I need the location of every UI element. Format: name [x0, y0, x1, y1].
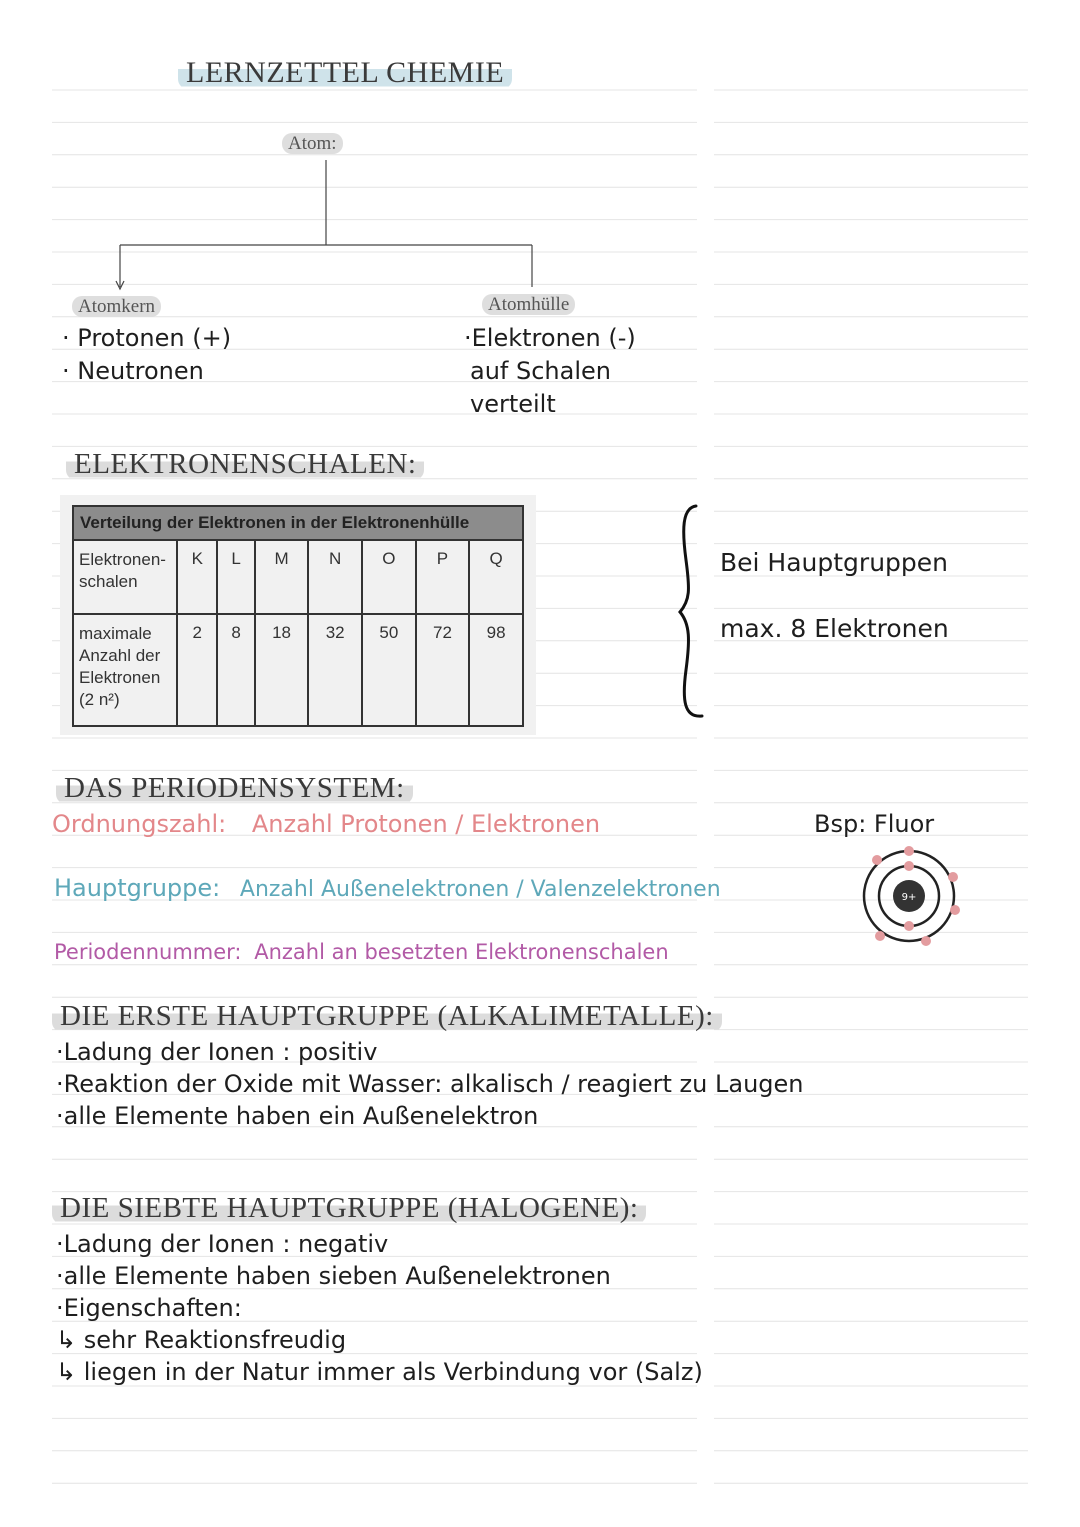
electron-shell-table: [72, 505, 524, 727]
row-label-shells: Elektronen- schalen: [73, 540, 177, 614]
example-label: Bsp: Fluor: [814, 810, 935, 838]
periodennummer-line: Periodennummer: Anzahl an besetzten Elektronenschalen: [54, 940, 669, 964]
group1-list: [56, 1036, 804, 1132]
shell-cell: Q: [469, 540, 523, 614]
list-item: · Neutronen: [62, 357, 204, 385]
max-electrons-cell: 98: [469, 614, 523, 726]
list-item: ·Eigenschaften:: [56, 1294, 242, 1322]
atomkern-label: Atomkern: [72, 296, 161, 318]
list-item: ·Reaktion der Oxide mit Wasser: alkalisch / reagiert zu Laugen: [56, 1070, 804, 1098]
nucleus-charge: 9+: [901, 892, 917, 903]
atomkern-list: [62, 322, 231, 388]
table-caption: Verteilung der Elektronen in der Elektronenhülle: [73, 506, 523, 540]
group1-heading: DIE ERSTE HAUPTGRUPPE (ALKALIMETALLE):: [52, 1000, 722, 1033]
atom-root-label: Atom:: [282, 133, 343, 155]
atomhuelle-text: ·Elektronen (-) auf Schalen verteilt: [464, 324, 636, 418]
max-electrons-cell: 2: [177, 614, 217, 726]
list-item: ·alle Elemente haben ein Außenelektron: [56, 1102, 539, 1130]
max-electrons-cell: 18: [255, 614, 309, 726]
atom-tree-diagram: [0, 0, 700, 300]
hauptgruppe-line: Hauptgruppe: Anzahl Außenelektronen / Valenzelektronen: [54, 874, 721, 902]
shell-cell: M: [255, 540, 309, 614]
atomhuelle-label: Atomhülle: [482, 294, 575, 316]
list-item: ↳ liegen in der Natur immer als Verbindung vor (Salz): [56, 1358, 703, 1386]
row-label-max: maximale Anzahl der Elektronen (2 n²): [73, 614, 177, 726]
arrow-return-icon: ↳: [56, 1358, 77, 1386]
shell-note-line1: Bei Hauptgruppen: [720, 548, 949, 577]
shell-cell: P: [416, 540, 470, 614]
list-item: ·Ladung der Ionen : positiv: [56, 1038, 378, 1066]
group7-heading: DIE SIEBTE HAUPTGRUPPE (HALOGENE):: [52, 1192, 646, 1225]
list-item: · Protonen (+): [62, 324, 232, 352]
table-row: [73, 614, 523, 726]
periodic-system-heading: DAS PERIODENSYSTEM:: [56, 772, 413, 805]
max-electrons-cell: 72: [416, 614, 470, 726]
electron-shell-table-image: [60, 495, 536, 735]
list-item: ↳ sehr Reaktionsfreudig: [56, 1326, 347, 1354]
list-item: ·Ladung der Ionen : negativ: [56, 1230, 389, 1258]
shell-cell: N: [308, 540, 362, 614]
electron-shells-heading: ELEKTRONENSCHALEN:: [66, 448, 424, 481]
fluorine-atom-model: [856, 844, 966, 948]
max-electrons-cell: 8: [217, 614, 254, 726]
max-electrons-cell: 32: [308, 614, 362, 726]
list-item: ·Elektronen (-): [464, 324, 636, 352]
arrow-return-icon: ↳: [56, 1326, 77, 1354]
list-item: ·alle Elemente haben sieben Außenelektronen: [56, 1262, 611, 1290]
shell-cell: K: [177, 540, 217, 614]
shell-cell: L: [217, 540, 254, 614]
curly-brace: [676, 500, 716, 730]
shell-cell: O: [362, 540, 416, 614]
shell-note-line2: max. 8 Elektronen: [720, 614, 949, 643]
group7-list: [56, 1228, 703, 1388]
max-electrons-cell: 50: [362, 614, 416, 726]
page-title: LERNZETTEL CHEMIE: [178, 56, 512, 90]
table-row: [73, 540, 523, 614]
ordnungszahl-line: Ordnungszahl: Anzahl Protonen / Elektronen: [52, 810, 601, 838]
